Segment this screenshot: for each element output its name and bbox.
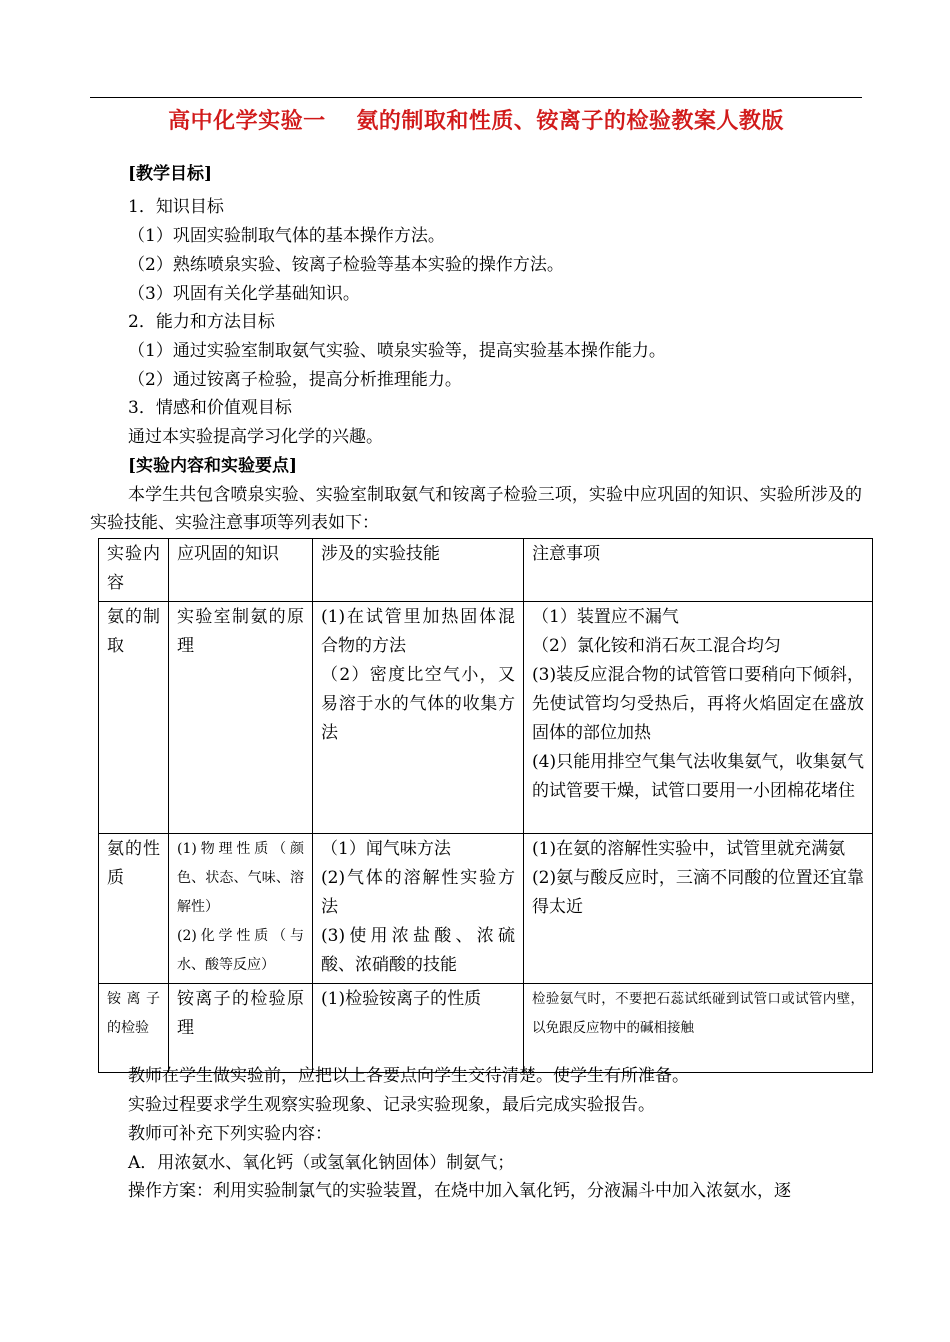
after-line: 教师在学生做实验前，应把以上各要点向学生交待清楚。使学生有所准备。 [128,1066,689,1086]
skills-cell [313,602,524,834]
goal-1-item: （3）巩固有关化学基础知识。 [128,284,360,304]
header-cell: 应巩固的知识 [169,539,313,602]
cell-line: 检验氨气时，不要把石蕊试纸碰到试管口或试管内壁，以免跟反应物中的碱相接触 [532,991,864,1036]
cell-line: (1)在氨的溶解性实验中，试管里就充满氨 [532,839,846,859]
cell-line: (2)化学性质（与水、酸等反应） [177,928,304,973]
skills-cell [313,984,524,1073]
experiment-table [98,538,873,1073]
goal-2-item: （2）通过铵离子检验，提高分析推理能力。 [128,370,462,390]
goal-1-heading: 1．知识目标 [128,197,224,217]
notes-cell [524,984,873,1073]
cell-line: (3)使用浓盐酸、浓硫酸、浓硝酸的技能 [321,926,515,975]
table-header-row [99,539,873,602]
cell-line: （1）装置应不漏气 [532,607,679,627]
knowledge-cell [169,602,313,834]
goal-2-item: （1）通过实验室制取氨气实验、喷泉实验等，提高实验基本操作能力。 [128,341,666,361]
cell-line: （2）氯化铵和消石灰工混合均匀 [532,636,781,656]
cell-line: (3)装反应混合物的试管管口要稍向下倾斜，先使试管均匀受热后，再将火焰固定在盛放固体的部位加热 [532,665,864,743]
goal-3-text: 通过本实验提高学习化学的兴趣。 [128,427,383,447]
cell-line: （1）闻气味方法 [321,839,451,859]
after-line: 教师可补充下列实验内容： [128,1124,332,1144]
cell-line: (1)物理性质（颜色、状态、气味、溶解性） [177,841,304,915]
cell-line: (2)气体的溶解性实验方法 [321,868,515,917]
cell-line: (4)只能用排空气集气法收集氨气，收集氨气的试管要干燥，试管口要用一小团棉花堵住 [532,752,864,801]
after-line: 实验过程要求学生观察实验现象、记录实验现象，最后完成实验报告。 [128,1095,655,1115]
experiment-cell: 氨的性质 [99,834,169,984]
cell-line: (1)在试管里加热固体混合物的方法 [321,607,515,656]
experiment-cell: 铵离子的检验 [99,984,169,1073]
experiment-cell: 氨的制取 [99,602,169,834]
table-row [99,834,873,984]
knowledge-cell [169,984,313,1073]
goal-1-item: （2）熟练喷泉实验、铵离子检验等基本实验的操作方法。 [128,255,564,275]
skills-cell [313,834,524,984]
section-heading-content: [实验内容和实验要点] [128,456,298,476]
final-line: 操作方案：利用实验制氯气的实验装置，在烧中加入氧化钙，分液漏斗中加入浓氨水，逐 [128,1181,791,1201]
header-cell: 涉及的实验技能 [313,539,524,602]
cell-line: (1)检验铵离子的性质 [321,989,482,1009]
cell-line: 实验室制氨的原理 [177,607,304,656]
header-cell: 实验内容 [99,539,169,602]
table-row [99,602,873,834]
document-title: 高中化学实验一 氨的制取和性质、铵离子的检验教案人教版 [168,109,784,134]
notes-cell [524,834,873,984]
knowledge-cell [169,834,313,984]
goal-2-heading: 2．能力和方法目标 [128,312,275,332]
goal-1-item: （1）巩固实验制取气体的基本操作方法。 [128,226,445,246]
header-cell: 注意事项 [524,539,873,602]
header-rule [90,97,862,98]
cell-line: （2）密度比空气小，又易溶于水的气体的收集方法 [321,665,515,743]
cell-line: (2)氨与酸反应时，三滴不同酸的位置还宜靠得太近 [532,868,864,917]
cell-line: 铵离子的检验原理 [177,989,304,1038]
section-heading-goals: [教学目标] [128,164,213,184]
goal-3-heading: 3．情感和价值观目标 [128,398,292,418]
intro-paragraph: 本学生共包含喷泉实验、实验室制取氨气和铵离子检验三项，实验中应巩固的知识、实验所涉及的实验技能、实验注意事项等列表如下： [90,485,862,533]
notes-cell [524,602,873,834]
after-line: A．用浓氨水、氧化钙（或氢氧化钠固体）制氨气； [128,1153,515,1173]
table-row [99,984,873,1073]
